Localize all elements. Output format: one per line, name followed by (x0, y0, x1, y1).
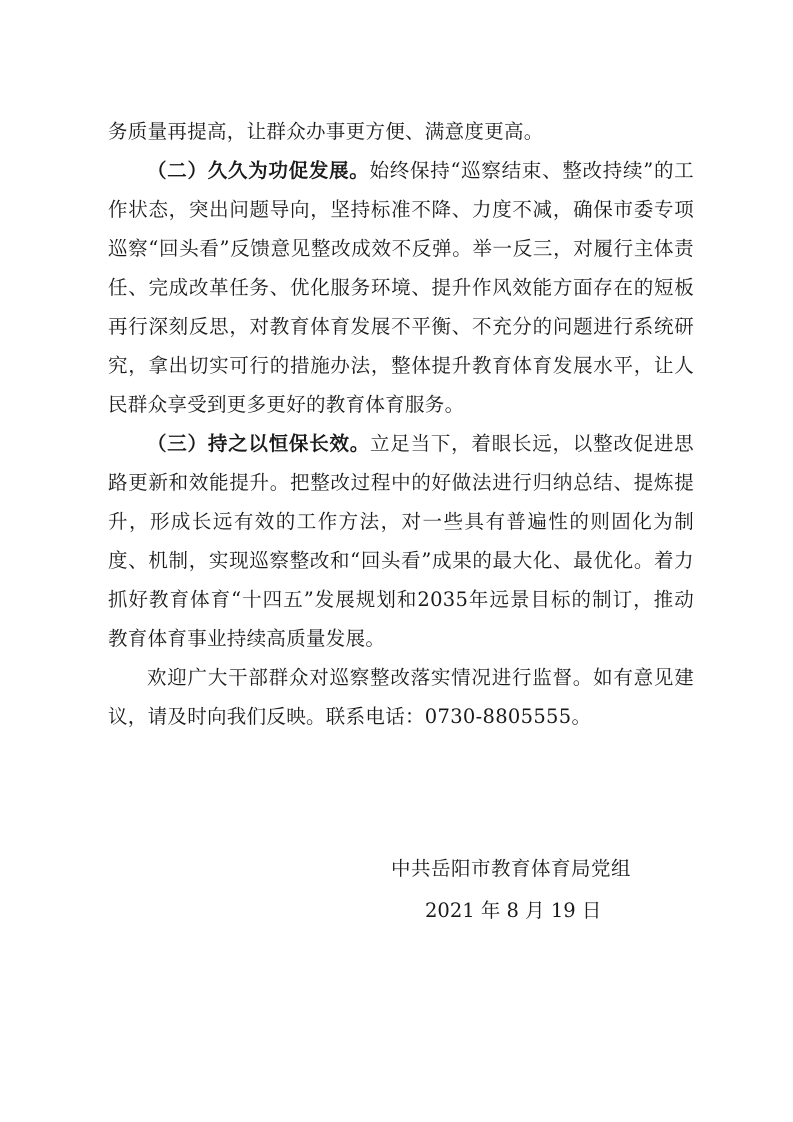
section-3-paragraph (108, 424, 694, 658)
section-2-paragraph (108, 151, 694, 424)
paragraph-continuation: 务质量再提高，让群众办事更方便、满意度更高。 (108, 120, 544, 143)
section-2-text: 始终保持“巡察结束、整改持续”的工作状态，突出问题导向，坚持标准不降、力度不减，确保市委专项巡察“回头看”反馈意见整改成效不反弹。举一反三，对履行主体责任、完成改革任务、优化服务环境、提升作风效能方面存在的短板再行深刻反思，对教育体育发展不平衡、不充分的问题进行系统研究，拿出切实可行的措施办法，整体提升教育体育发展水平，让人民群众享受到更多更好的教育体育服务。 (108, 159, 694, 416)
document-body (108, 112, 694, 736)
section-3-text: 立足当下，着眼长远，以整改促进思路更新和效能提升。把整改过程中的好做法进行归纳总结、提炼提升，形成长远有效的工作方法，对一些具有普遍性的则固化为制度、机制，实现巡察整改和“回头看”成果的最大化、最优化。着力抓好教育体育“十四五”发展规划和2035年远景目标的制订，推动教育体育事业持续高质量发展。 (108, 432, 694, 650)
section-2-heading: （二）久久为功促发展。 (147, 159, 370, 182)
section-3-heading: （三）持之以恒保长效。 (147, 432, 371, 455)
closing-paragraph: 欢迎广大干部群众对巡察整改落实情况进行监督。如有意见建议，请及时向我们反映。联系电话：0730-8805555。 (108, 666, 694, 728)
signature-organization: 中共岳阳市教育体育局党组 (391, 857, 632, 880)
signature-date: 2021 年 8 月 19 日 (425, 899, 602, 922)
